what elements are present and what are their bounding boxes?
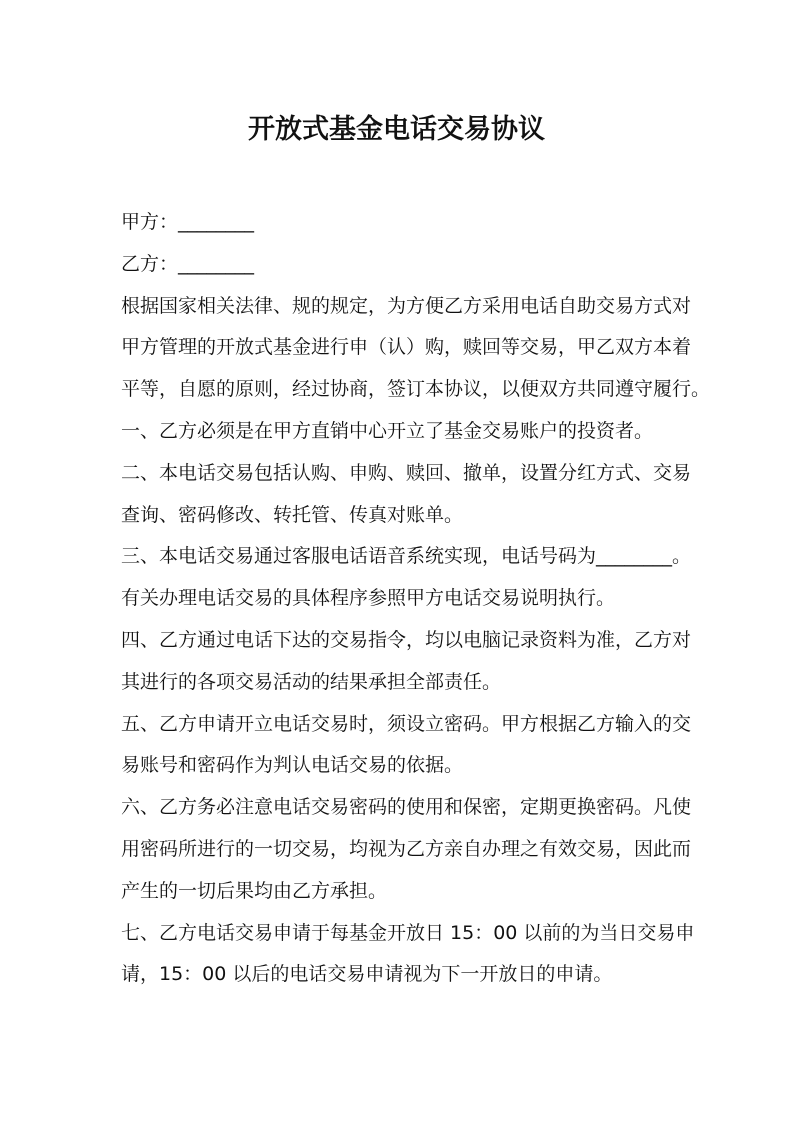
clause-1-line: 一、乙方必须是在甲方直销中心开立了基金交易账户的投资者。 [121,419,654,442]
clause-7-line: 请，15：00 以后的电话交易申请视为下一开放日的申请。 [121,963,613,986]
clause-3-line: 三、本电话交易通过客服电话语音系统实现，电话号码为________。 [121,545,692,568]
clause-6-line: 用密码所进行的一切交易，均视为乙方亲自办理之有效交易，因此而 [121,837,692,860]
clause-4-line: 其进行的各项交易活动的结果承担全部责任。 [121,670,502,693]
clause-6-line: 六、乙方务必注意电话交易密码的使用和保密，定期更换密码。凡使 [121,796,692,819]
clause-5-line: 五、乙方申请开立电话交易时，须设立密码。甲方根据乙方输入的交 [121,712,692,735]
preamble-line: 平等，自愿的原则，经过协商，签订本协议，以便双方共同遵守履行。 [121,378,711,401]
clause-5-line: 易账号和密码作为判认电话交易的依据。 [121,754,464,777]
party-a-line: 甲方：________ [121,211,255,233]
document-title: 开放式基金电话交易协议 [248,114,545,145]
clause-3-line: 有关办理电话交易的具体程序参照甲方电话交易说明执行。 [121,587,616,610]
clause-2-line: 二、本电话交易包括认购、申购、赎回、撤单，设置分红方式、交易 [121,461,692,484]
preamble-line: 甲方管理的开放式基金进行申（认）购，赎回等交易，甲乙双方本着 [121,336,692,359]
clause-4-line: 四、乙方通过电话下达的交易指令，均以电脑记录资料为准，乙方对 [121,628,692,651]
clause-6-line: 产生的一切后果均由乙方承担。 [121,879,388,902]
preamble-line: 根据国家相关法律、规的规定，为方便乙方采用电话自助交易方式对 [121,294,692,317]
clause-7-line: 七、乙方电话交易申请于每基金开放日 15：00 以前的为当日交易申 [121,921,695,944]
document-body [121,202,711,996]
party-b-line: 乙方：________ [121,252,255,275]
clause-2-line: 查询、密码修改、转托管、传真对账单。 [121,503,464,526]
